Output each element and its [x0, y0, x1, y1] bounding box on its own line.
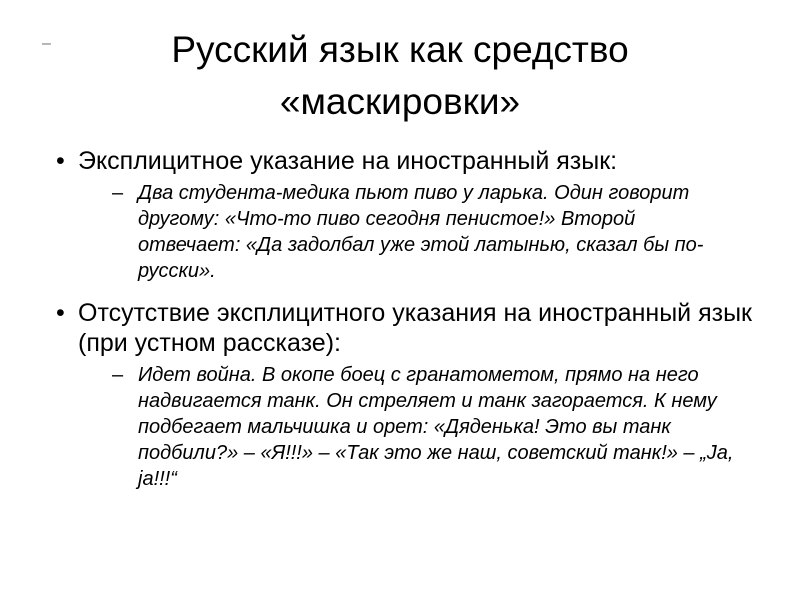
sub-item-example-1 — [112, 180, 742, 284]
sub-item-text: Два студента-медика пьют пиво у ларька. Один говорит другому: «Что-то пиво сегодня пенистое!» Второй отвечает: «Да задолбал уже этой латынью, сказал бы по-русски». — [138, 182, 704, 282]
dash-icon: – — [112, 364, 124, 386]
bullet-item-explicit — [56, 146, 776, 176]
bullet-item-implicit — [56, 298, 776, 358]
bullet-icon: • — [56, 299, 65, 327]
bullet-text: Эксплицитное указание на иностранный язык: — [78, 147, 618, 175]
corner-dash-mark: – — [42, 35, 51, 52]
bullet-text: Отсутствие эксплицитного указания на иностранный язык (при устном рассказе): — [78, 299, 752, 357]
bullet-icon: • — [56, 147, 65, 175]
slide-content — [56, 146, 776, 492]
slide-title: Русский язык как средство «маскировки» — [171, 29, 629, 122]
sub-item-example-2 — [112, 362, 742, 492]
sub-item-text: Идет война. В окопе боец с гранатометом, прямо на него надвигается танк. Он стреляет и танк загорается. К нему подбегает мальчишка и орет: «Дяденька! Это вы танк подбили?» – «Я!!!» – «Так это же наш, советский танк!» – „Ja, ja!!!“ — [138, 364, 734, 490]
dash-icon: – — [112, 182, 124, 204]
